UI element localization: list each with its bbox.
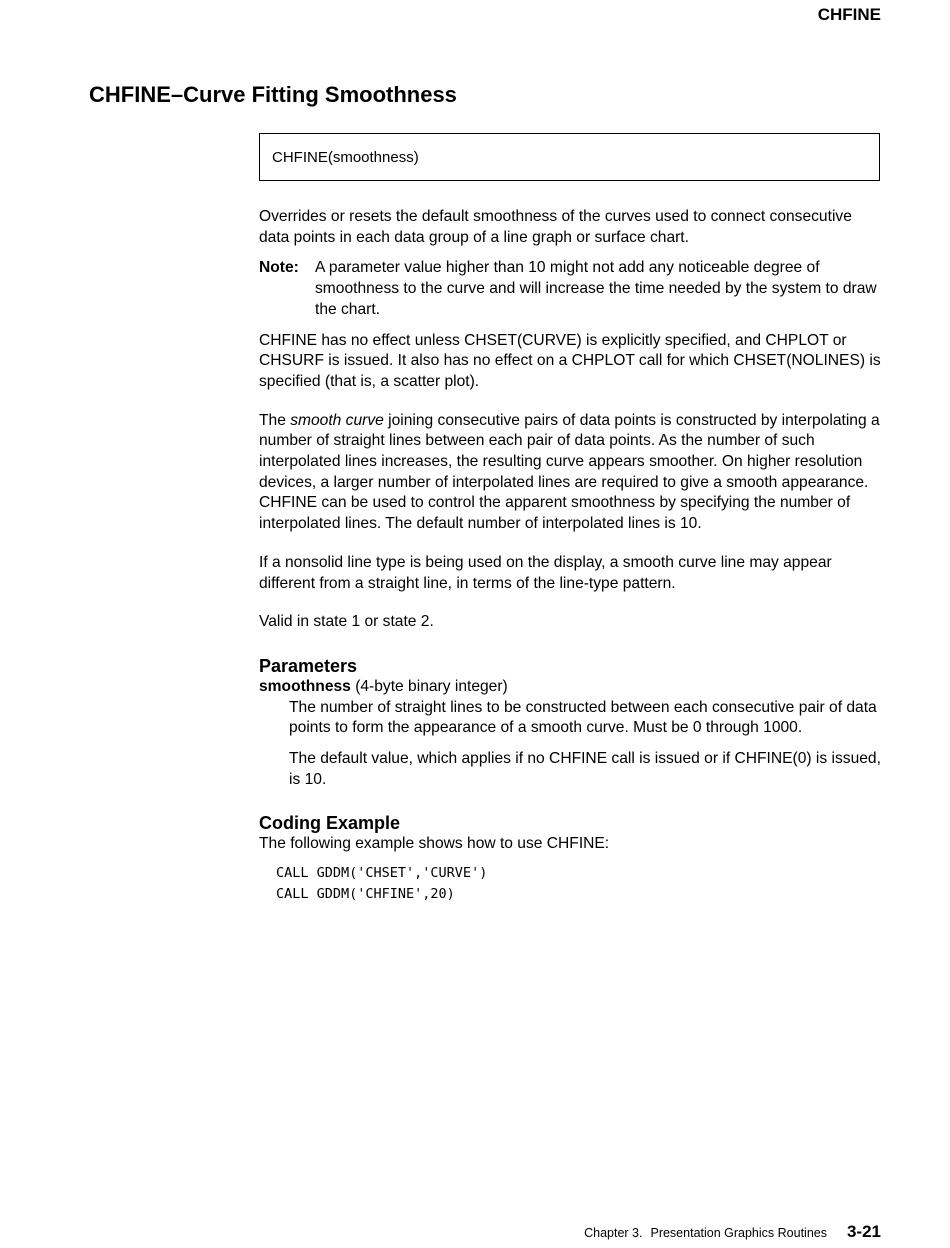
code-block: [259, 863, 885, 904]
page-title: CHFINE–Curve Fitting Smoothness: [89, 82, 457, 107]
main-content: [259, 207, 885, 904]
code-line: CALL GDDM('CHFINE',20): [276, 885, 455, 902]
nonsolid-paragraph: If a nonsolid line type is being used on the display, a smooth curve line may appear different from a straight line, in terms of the line-type pattern.: [259, 553, 832, 592]
smooth-prefix: The: [259, 411, 291, 429]
syntax-box: CHFINE(smoothness): [259, 133, 880, 181]
valid-state-paragraph: Valid in state 1 or state 2.: [259, 613, 434, 631]
note-text: A parameter value higher than 10 might not add any noticeable degree of smoothness to the curve and will increase the time needed by the system to draw the chart.: [315, 259, 877, 318]
parameter-term: [259, 677, 885, 698]
parameters-heading: Parameters: [259, 655, 358, 676]
parameter-description: The number of straight lines to be constructed between each consecutive pair of data points to form the appearance of a smooth curve. Must be 0 through 1000.: [289, 698, 877, 737]
intro-paragraph: Overrides or resets the default smoothness of the curves used to connect consecutive data points in each data group of a line graph or surface chart.: [259, 208, 852, 246]
code-line: CALL GDDM('CHSET','CURVE'): [276, 865, 488, 882]
parameter-type: (4-byte binary integer): [350, 677, 508, 695]
footer-chapter: Chapter 3.: [584, 1226, 643, 1240]
footer-section: Presentation Graphics Routines: [650, 1226, 827, 1240]
note-block: [259, 258, 885, 320]
effect-paragraph: CHFINE has no effect unless CHSET(CURVE) is explicitly specified, and CHPLOT or CHSURF is issued. It also has no effect on a CHPLOT call for which CHSET(NOLINES) is specified (that is, a scatter plot).: [259, 331, 881, 390]
running-head: CHFINE: [817, 5, 881, 24]
page-footer: [584, 1222, 881, 1242]
smooth-rest: joining consecutive pairs of data points is constructed by interpolating a number of straight lines between each pair of data points. As the number of such interpolated lines increases, the resulting curve appears smoother. On higher resolution devices, a larger number of interpolated lines are required to give a smooth appearance. CHFINE can be used to control the apparent smoothness by specifying the number of interpolated lines. The default number of interpolated lines is 10.: [259, 411, 880, 533]
parameter-default: The default value, which applies if no CHFINE call is issued or if CHFINE(0) is issued, is 10.: [289, 750, 881, 788]
coding-example-heading: Coding Example: [259, 813, 401, 834]
smooth-curve-paragraph: [259, 411, 885, 535]
parameter-name: smoothness: [259, 677, 351, 695]
note-label: Note:: [259, 259, 299, 277]
coding-example-intro: The following example shows how to use CHFINE:: [259, 835, 610, 853]
smooth-curve-term: smooth curve: [290, 411, 384, 429]
page-number: 3-21: [846, 1222, 881, 1241]
